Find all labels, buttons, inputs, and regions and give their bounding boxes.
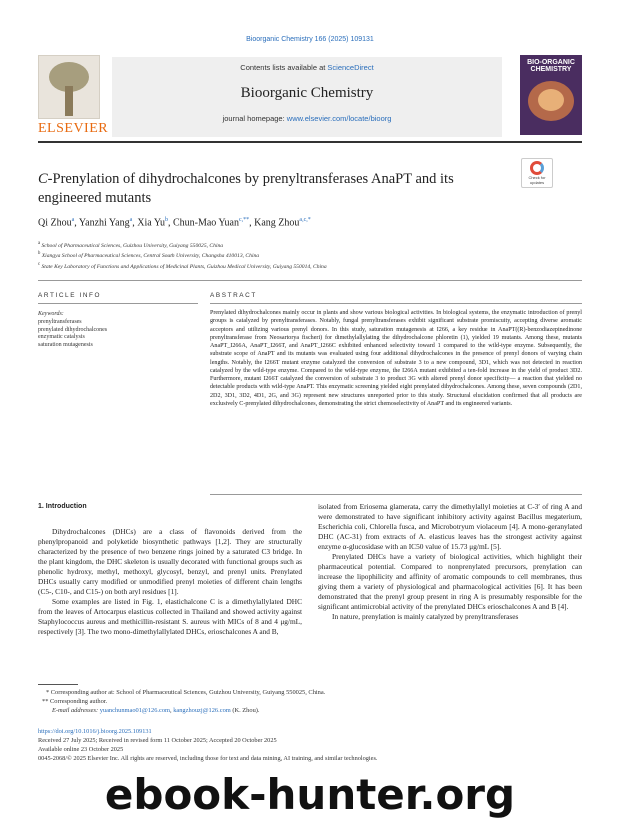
journal-cover [520, 55, 582, 135]
homepage-link[interactable]: www.elsevier.com/locate/bioorg [286, 114, 392, 123]
author-sup[interactable]: a [71, 217, 75, 223]
email-sep: , [170, 707, 174, 714]
doi-link[interactable]: https://doi.org/10.1016/j.bioorg.2025.109131 [38, 728, 152, 735]
body-right-column [318, 502, 582, 622]
divider [38, 303, 198, 304]
elsevier-tree-icon [38, 55, 100, 119]
keywords-block [38, 311, 198, 350]
email-link[interactable]: yuanchunmao01@126.com [99, 707, 170, 714]
footnote-rule [38, 684, 78, 685]
online-date: Available online 23 October 2025 [38, 746, 124, 753]
email-line [38, 706, 578, 715]
keyword: enzymatic catalysis [38, 334, 85, 341]
publisher-name: ELSEVIER [38, 121, 109, 136]
sciencedirect-link[interactable]: ScienceDirect [327, 63, 374, 72]
homepage-line [112, 114, 502, 123]
affiliation: $^c$ State Key Laboratory of Functions and Applications of Medicinal Plants, Guizhou Medical University, Guiyang 550014, China [38, 261, 327, 270]
paragraph: In nature, prenylation is mainly catalyzed by prenyltransferases [332, 612, 519, 621]
cover-art-inner [538, 89, 564, 111]
affiliations [38, 240, 578, 271]
divider [210, 303, 582, 304]
check-updates-label: Check for updates [528, 175, 546, 185]
keyword: saturation mutagenesis [38, 342, 93, 349]
copyright: 0045-2068/© 2025 Elsevier Inc. All rights are reserved, including those for text and data mining, AI training, and similar technologies. [38, 755, 378, 762]
journal-masthead [112, 57, 502, 137]
received-dates: Received 27 July 2025; Received in revised form 11 October 2025; Accepted 20 October 2025 [38, 737, 277, 744]
keyword: prenylated dihydrochalcones [38, 326, 108, 333]
author-sup[interactable]: b [164, 217, 168, 223]
contents-line [112, 63, 502, 72]
email-link[interactable]: kangzhouzj@126.com [173, 707, 231, 714]
author[interactable]: Chun-Mao Yuan [172, 217, 239, 229]
author[interactable]: Qi Zhou [38, 217, 72, 229]
author-sup[interactable]: a,c,* [299, 217, 311, 223]
divider [38, 280, 582, 281]
footnote: ** Corresponding author. [42, 698, 108, 705]
footnotes [38, 688, 578, 715]
section-heading: 1. Introduction [38, 503, 87, 510]
affiliation: $^a$ School of Pharmaceutical Sciences, Guizhou University, Guiyang 550025, China [38, 241, 224, 249]
keywords-label: Keywords: [38, 311, 64, 317]
author-sup[interactable]: a [129, 217, 133, 223]
footnote: * Corresponding author at: School of Pharmaceutical Sciences, Guizhou University, Guiyang 550025, China. [46, 689, 326, 696]
affiliation: $^b$ Xiangya School of Pharmaceutical Sciences, Central South University, Changsha 410013, China [38, 251, 260, 260]
author[interactable]: Yanzhi Yang [78, 217, 130, 229]
body-left-column [38, 502, 302, 637]
author[interactable]: Kang Zhou [254, 217, 300, 229]
journal-reference[interactable]: Bioorganic Chemistry 166 (2025) 109131 [246, 36, 374, 43]
title-text: -Prenylation of dihydrochalcones by prenyltransferases AnaPT and its engineered mutants [38, 171, 454, 206]
author[interactable]: Xia Yu [137, 217, 165, 229]
article-info-heading: ARTICLE INFO [38, 292, 102, 299]
header-rule [38, 141, 582, 143]
title-italic: C [38, 171, 48, 187]
paragraph: Dihydrochalcones (DHCs) are a class of flavonoids derived from the phenylpropanoid and polyketide biosynthetic pathways [1,2]. They are structurally characterized by the presence of two benzene rings joined by a saturated C3 bridge. In the plant kingdom, the DHC skeleton is usually decorated with functional groups such as phenolic hydroxy, methyl, methoxyl, glycosyl, benzyl, and prenyl units. Prenylated DHCs usually carry modified or unmodified prenyl moieties of different chain lengths (C5-, C10-, and C15-) on both aryl residues [1]. [38, 527, 302, 596]
abstract-heading: ABSTRACT [210, 292, 257, 299]
paragraph: Prenylated DHCs have a variety of biological activities, which highlight their pharmaceutical potential. Compared to nonprenylated precursors, prenylation can increase the lipophilicity and affinity of aromatic compounds to cell membranes, thus giving them a variety of physiological and pharmacological activities [6]. It has been demonstrated that the prenyl group present in ring A is presumably responsible for the significant antimicrobial activity of the prenylated DHCs erioschalcones A and B [4]. [318, 552, 582, 611]
email-label: E-mail addresses: [52, 707, 100, 714]
contents-prefix: Contents lists available at [240, 63, 328, 72]
watermark: ebook-hunter.org [104, 770, 516, 819]
journal-title: Bioorganic Chemistry [240, 85, 374, 101]
keyword: prenyltransferases [38, 318, 82, 325]
divider [210, 494, 582, 495]
paragraph: Some examples are listed in Fig. 1, elastichalcone C is a dimethylallylated DHC from the leaves of Artocarpus elasticus collected in Thailand and showed activity against Staphylococcus aureus and methicillin-resistant S. aureus with MICs of 8 and 4 μg/mL, respectively [3]. The two mono-dimethylallylated DHCs, erioschalcones A and B, [38, 597, 302, 636]
check-updates-icon [530, 161, 544, 175]
abstract-text: Prenylated dihydrochalcones mainly occur in plants and show various biological activities. In biological systems, the enzymatic introduction of prenyl groups is catalyzed by prenyltransferases. Notably, fungal prenyltransferases exhibit significant substrate promiscuity, accepting diverse aromatic acceptors and utilizing various prenyl donors. In this study, saturation mutagenesis at I266, a key residue in AnaPT((R)-benzodiazepinedinone prenyltransferase from Neosartorya fischeri) for dimethylallylating the dihydrochalcone phloretin (1), yielded 19 mutants. Among these, mutants AnaPT_I266A, AnaPT_I266T, and AnaPT_I266C exhibited enhanced selectivity toward 1 compared to the wild-type enzyme. Subsequently, the substrate scope of AnaPT and its mutants was evaluated using four additional dihydrochalcones in the presence of prenyl donors of varying chain lengths. Notably, the I266T mutant enzyme catalyzed the conversion of substrate 3 to a new compound, 3D1, which was not detected in reaction catalyzed by the wild-type enzyme. Compared to the wild-type enzyme, the I266A mutant exhibited a ten-fold increase in the yield of product 3D2. Furthermore, mutant I266T catalyzed the conversion of substrate 3 to product 3G with altered prenyl donor specificity— a reaction that yielded no detectable products with wild-type AnaPT. This enzymatic screening yielded eight prenylated dihydrochalcones. Among these, seven compounds (2D1, 2D2, 3D1, 3D2, 4D1, 2G, and 3G) represent new structures unreported prior to this study. Structural elucidation confirmed that all products are exclusively C-prenylated dihydrochalcones, demonstrating the strict chemoselectivity of AnaPT and its engineered variants. [210, 310, 582, 407]
elsevier-logo [38, 55, 109, 136]
email-suffix: (K. Zhou). [230, 707, 260, 714]
author-sup[interactable]: c,** [238, 217, 250, 223]
article-title [38, 170, 508, 208]
publication-info [38, 727, 578, 763]
author-list: Qi Zhou$^a$, Yanzhi Yang$^a$, Xia Yu$^b$, Chun-Mao Yuan$^{c,**}$, Kang Zhou$^{a,c,*}$ [38, 217, 311, 229]
paragraph: isolated from Eriosema glamerata, carry the dimethylallyl moieties at C-3′ of ring A and were demonstrated to have significant inhibitory activity against Bacillus megaterium, Escherichia coli, Chlorella fusca, and Microbotryum violaceum [4]. A mono-geranylated DHC (AC-31) from extracts of A. elasticus leaves has the strongest activity against enzyme α-glucosidase with an IC50 value of 15.73 μg/mL [5]. [318, 502, 582, 551]
check-for-updates-badge[interactable] [521, 158, 553, 188]
homepage-prefix: journal homepage: [222, 114, 287, 123]
cover-title: BIO-ORGANIC CHEMISTRY [527, 59, 575, 74]
